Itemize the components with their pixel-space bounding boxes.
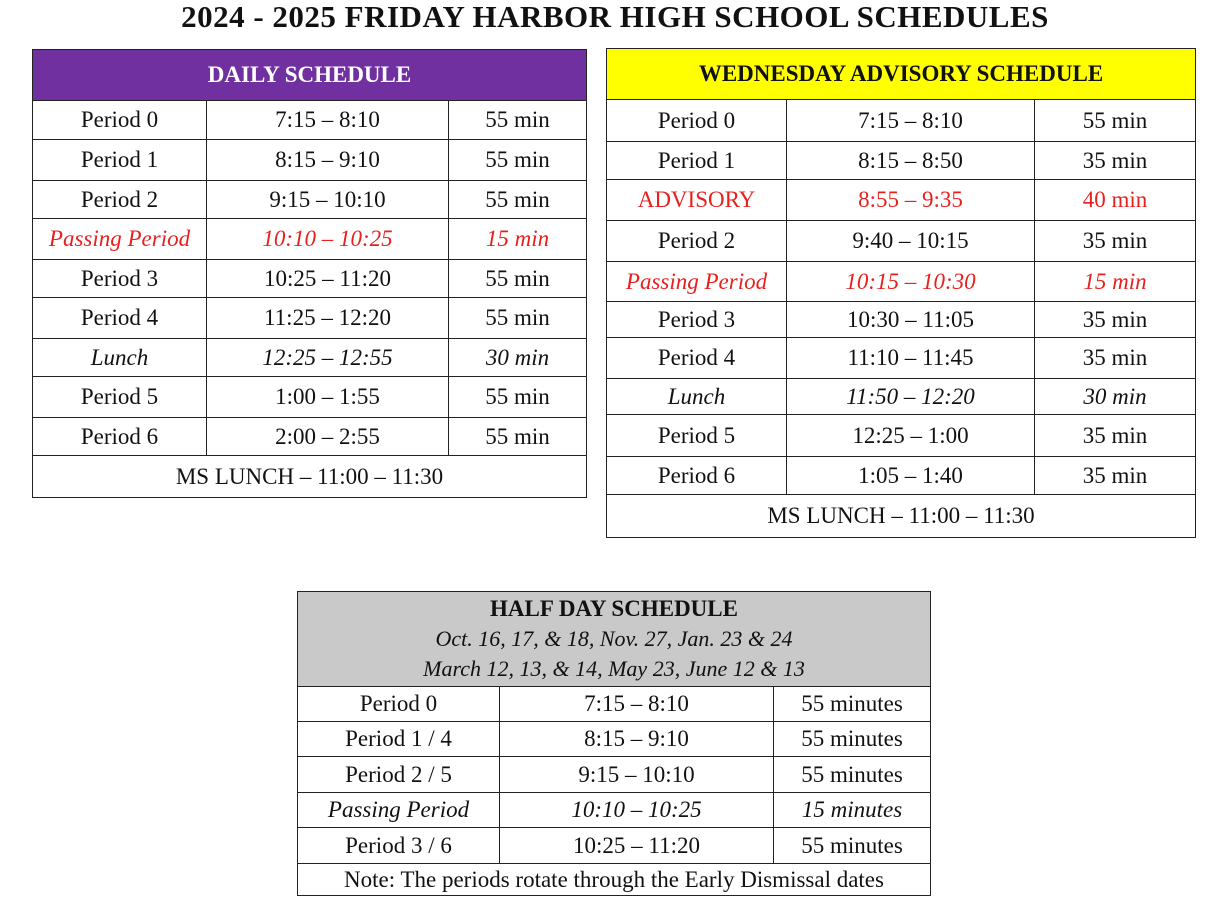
table-row	[33, 260, 587, 298]
period-cell: Period 0	[607, 100, 787, 142]
duration-cell: 55 minutes	[774, 757, 931, 793]
period-cell: Period 6	[33, 418, 207, 456]
table-row	[33, 101, 587, 140]
table-row	[33, 339, 587, 377]
table-row	[607, 415, 1196, 457]
rotation-note: Note: The periods rotate through the Early Dismissal dates	[298, 864, 931, 896]
time-cell: 7:15 – 8:10	[500, 687, 774, 722]
time-cell: 12:25 – 12:55	[207, 339, 449, 377]
table-row	[607, 100, 1196, 142]
period-cell: Period 1	[33, 140, 207, 181]
period-cell: Period 2 / 5	[298, 757, 500, 793]
duration-cell: 15 min	[1035, 262, 1196, 302]
time-cell: 10:25 – 11:20	[500, 828, 774, 864]
duration-cell: 55 min	[449, 418, 587, 456]
table-row	[33, 377, 587, 418]
duration-cell: 55 min	[449, 101, 587, 140]
period-cell: Period 5	[607, 415, 787, 457]
half-day-dates-line-2: March 12, 13, & 14, May 23, June 12 & 13	[423, 656, 805, 681]
time-cell: 11:50 – 12:20	[787, 379, 1035, 415]
time-cell: 9:15 – 10:10	[207, 181, 449, 219]
table-row	[298, 757, 931, 793]
time-cell: 10:10 – 10:25	[207, 219, 449, 260]
half-day-schedule-table	[297, 591, 931, 896]
table-row	[33, 181, 587, 219]
half-day-title: HALF DAY SCHEDULE	[490, 596, 738, 621]
time-cell: 2:00 – 2:55	[207, 418, 449, 456]
duration-cell: 55 min	[449, 298, 587, 339]
table-row	[33, 219, 587, 260]
period-cell: Period 2	[33, 181, 207, 219]
daily-schedule-table	[32, 49, 587, 498]
duration-cell: 15 min	[449, 219, 587, 260]
time-cell: 8:15 – 9:10	[500, 722, 774, 757]
period-cell: Period 1 / 4	[298, 722, 500, 757]
duration-cell: 35 min	[1035, 457, 1196, 495]
time-cell: 10:25 – 11:20	[207, 260, 449, 298]
duration-cell: 30 min	[449, 339, 587, 377]
period-cell: Period 5	[33, 377, 207, 418]
half-day-header	[298, 592, 931, 687]
duration-cell: 35 min	[1035, 302, 1196, 338]
table-row	[298, 828, 931, 864]
duration-cell: 35 min	[1035, 221, 1196, 262]
period-cell: Period 0	[298, 687, 500, 722]
ms-lunch-note: MS LUNCH – 11:00 – 11:30	[607, 495, 1196, 538]
page-title: 2024 - 2025 FRIDAY HARBOR HIGH SCHOOL SCHEDULES	[181, 0, 1049, 34]
table-row	[607, 457, 1196, 495]
time-cell: 10:15 – 10:30	[787, 262, 1035, 302]
table-row	[607, 180, 1196, 221]
time-cell: 12:25 – 1:00	[787, 415, 1035, 457]
table-row	[607, 338, 1196, 379]
time-cell: 9:40 – 10:15	[787, 221, 1035, 262]
period-cell: Passing Period	[298, 793, 500, 828]
table-row	[607, 142, 1196, 180]
period-cell: Period 2	[607, 221, 787, 262]
period-cell: Passing Period	[607, 262, 787, 302]
table-row	[607, 379, 1196, 415]
period-cell: Period 1	[607, 142, 787, 180]
period-cell: Lunch	[607, 379, 787, 415]
time-cell: 7:15 – 8:10	[207, 101, 449, 140]
duration-cell: 55 min	[449, 377, 587, 418]
table-row	[298, 722, 931, 757]
period-cell: Period 3	[33, 260, 207, 298]
table-row	[33, 140, 587, 181]
time-cell: 7:15 – 8:10	[787, 100, 1035, 142]
daily-schedule-header: DAILY SCHEDULE	[33, 50, 587, 101]
duration-cell: 15 minutes	[774, 793, 931, 828]
duration-cell: 55 min	[449, 260, 587, 298]
period-cell: Period 6	[607, 457, 787, 495]
time-cell: 8:15 – 9:10	[207, 140, 449, 181]
duration-cell: 55 min	[1035, 100, 1196, 142]
table-row	[607, 302, 1196, 338]
time-cell: 1:00 – 1:55	[207, 377, 449, 418]
duration-cell: 55 min	[449, 181, 587, 219]
period-cell: Period 4	[607, 338, 787, 379]
half-day-dates-line-1: Oct. 16, 17, & 18, Nov. 27, Jan. 23 & 24	[435, 626, 793, 651]
table-row	[298, 793, 931, 828]
table-row	[607, 262, 1196, 302]
table-row	[298, 687, 931, 722]
duration-cell: 35 min	[1035, 338, 1196, 379]
time-cell: 10:30 – 11:05	[787, 302, 1035, 338]
duration-cell: 55 min	[449, 140, 587, 181]
duration-cell: 35 min	[1035, 415, 1196, 457]
wednesday-schedule-table	[606, 48, 1196, 538]
time-cell: 11:25 – 12:20	[207, 298, 449, 339]
time-cell: 1:05 – 1:40	[787, 457, 1035, 495]
period-cell: Period 3 / 6	[298, 828, 500, 864]
duration-cell: 55 minutes	[774, 722, 931, 757]
time-cell: 8:15 – 8:50	[787, 142, 1035, 180]
wednesday-schedule-header: WEDNESDAY ADVISORY SCHEDULE	[607, 49, 1196, 100]
time-cell: 11:10 – 11:45	[787, 338, 1035, 379]
time-cell: 10:10 – 10:25	[500, 793, 774, 828]
time-cell: 8:55 – 9:35	[787, 180, 1035, 221]
table-row	[33, 298, 587, 339]
period-cell: Period 0	[33, 101, 207, 140]
period-cell: ADVISORY	[607, 180, 787, 221]
duration-cell: 55 minutes	[774, 828, 931, 864]
duration-cell: 35 min	[1035, 142, 1196, 180]
period-cell: Passing Period	[33, 219, 207, 260]
table-row	[33, 418, 587, 456]
ms-lunch-note: MS LUNCH – 11:00 – 11:30	[33, 456, 587, 498]
period-cell: Period 4	[33, 298, 207, 339]
period-cell: Period 3	[607, 302, 787, 338]
duration-cell: 55 minutes	[774, 687, 931, 722]
time-cell: 9:15 – 10:10	[500, 757, 774, 793]
table-row	[607, 221, 1196, 262]
period-cell: Lunch	[33, 339, 207, 377]
duration-cell: 40 min	[1035, 180, 1196, 221]
duration-cell: 30 min	[1035, 379, 1196, 415]
